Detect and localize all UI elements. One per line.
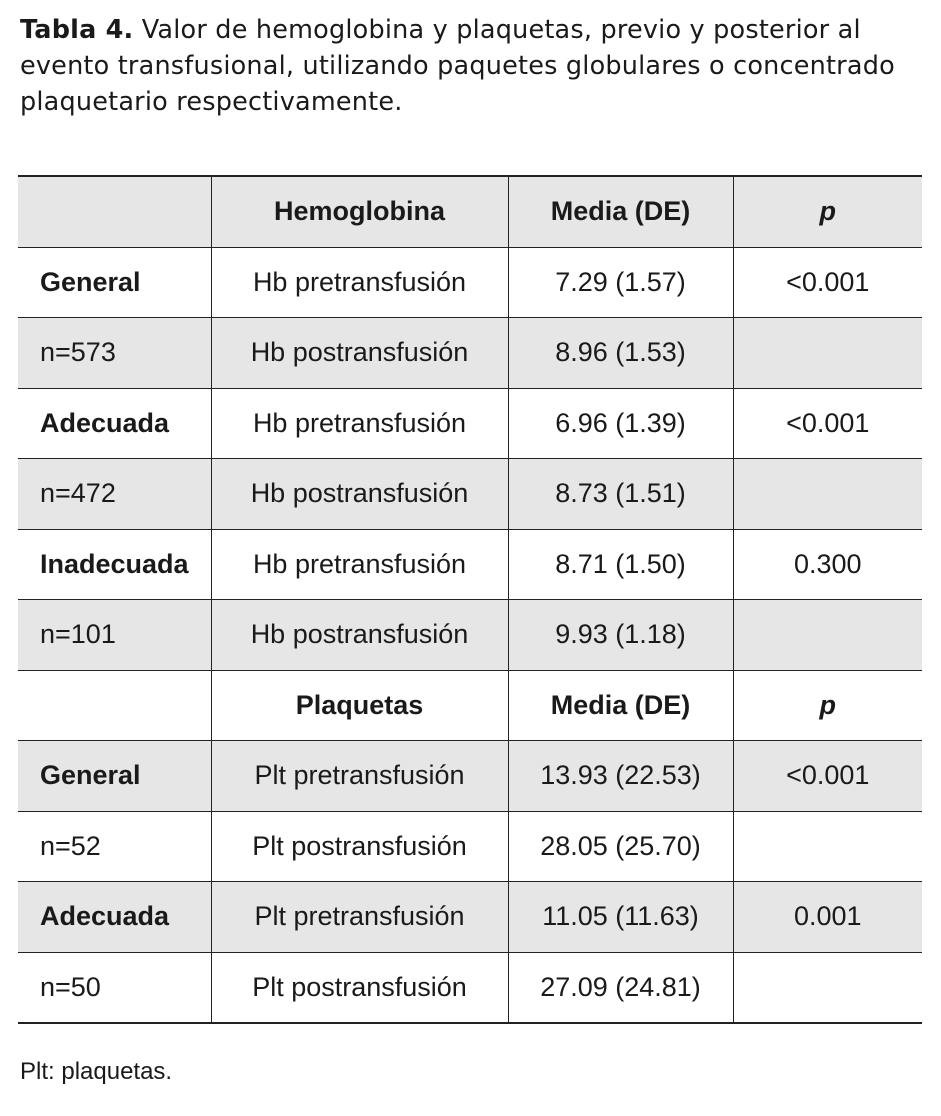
- p-value-cell: <0.001: [733, 741, 922, 812]
- measure-cell: Plt pretransfusión: [211, 882, 508, 953]
- table-row: [18, 459, 922, 530]
- measure-cell: Plt pretransfusión: [211, 741, 508, 812]
- measure-cell: Hb postransfusión: [211, 600, 508, 671]
- table-header-row-plaquetas: [18, 670, 922, 741]
- group-n: n=573: [18, 318, 211, 389]
- p-value-cell: <0.001: [733, 388, 922, 459]
- table-footnote: Plt: plaquetas.: [20, 1058, 173, 1085]
- table-row: [18, 247, 922, 318]
- mean-cell: 27.09 (24.81): [508, 952, 733, 1023]
- caption-label: Tabla 4.: [20, 15, 134, 45]
- group-n: n=52: [18, 811, 211, 882]
- mean-cell: 13.93 (22.53): [508, 741, 733, 812]
- mean-cell: 8.71 (1.50): [508, 529, 733, 600]
- group-label: Adecuada: [18, 882, 211, 953]
- mean-cell: 7.29 (1.57): [508, 247, 733, 318]
- mean-cell: 8.73 (1.51): [508, 459, 733, 530]
- header-cell-media: Media (DE): [508, 670, 733, 741]
- mean-cell: 6.96 (1.39): [508, 388, 733, 459]
- p-value-cell: 0.300: [733, 529, 922, 600]
- p-value-cell: [733, 318, 922, 389]
- measure-cell: Hb pretransfusión: [211, 247, 508, 318]
- p-value-cell: [733, 459, 922, 530]
- table-row: [18, 741, 922, 812]
- measure-cell: Hb pretransfusión: [211, 529, 508, 600]
- table-row: [18, 952, 922, 1023]
- header-cell-empty: [18, 176, 211, 247]
- table-row: [18, 388, 922, 459]
- p-value-cell: <0.001: [733, 247, 922, 318]
- table-row: [18, 529, 922, 600]
- header-cell-plaquetas: Plaquetas: [211, 670, 508, 741]
- measure-cell: Plt postransfusión: [211, 811, 508, 882]
- measure-cell: Hb pretransfusión: [211, 388, 508, 459]
- group-label: General: [18, 247, 211, 318]
- group-label: Inadecuada: [18, 529, 211, 600]
- group-n: n=472: [18, 459, 211, 530]
- table-row: [18, 882, 922, 953]
- table-caption: [20, 12, 930, 120]
- mean-cell: 11.05 (11.63): [508, 882, 733, 953]
- measure-cell: Hb postransfusión: [211, 459, 508, 530]
- caption-text: Valor de hemoglobina y plaquetas, previo y posterior al evento transfusional, utilizando paquetes globulares o concentrado plaquetario respectivamente.: [20, 15, 895, 117]
- table-header-row-hemoglobina: [18, 176, 922, 247]
- p-value-cell: 0.001: [733, 882, 922, 953]
- header-cell-p: p: [733, 176, 922, 247]
- p-value-cell: [733, 600, 922, 671]
- mean-cell: 9.93 (1.18): [508, 600, 733, 671]
- table-row: [18, 811, 922, 882]
- measure-cell: Plt postransfusión: [211, 952, 508, 1023]
- group-n: n=101: [18, 600, 211, 671]
- table-row: [18, 318, 922, 389]
- mean-cell: 8.96 (1.53): [508, 318, 733, 389]
- header-cell-p: p: [733, 670, 922, 741]
- header-cell-media: Media (DE): [508, 176, 733, 247]
- mean-cell: 28.05 (25.70): [508, 811, 733, 882]
- table-row: [18, 600, 922, 671]
- data-table: [18, 175, 922, 1024]
- group-label: General: [18, 741, 211, 812]
- header-cell-hemoglobina: Hemoglobina: [211, 176, 508, 247]
- group-label: Adecuada: [18, 388, 211, 459]
- measure-cell: Hb postransfusión: [211, 318, 508, 389]
- group-n: n=50: [18, 952, 211, 1023]
- p-value-cell: [733, 811, 922, 882]
- header-cell-empty: [18, 670, 211, 741]
- p-value-cell: [733, 952, 922, 1023]
